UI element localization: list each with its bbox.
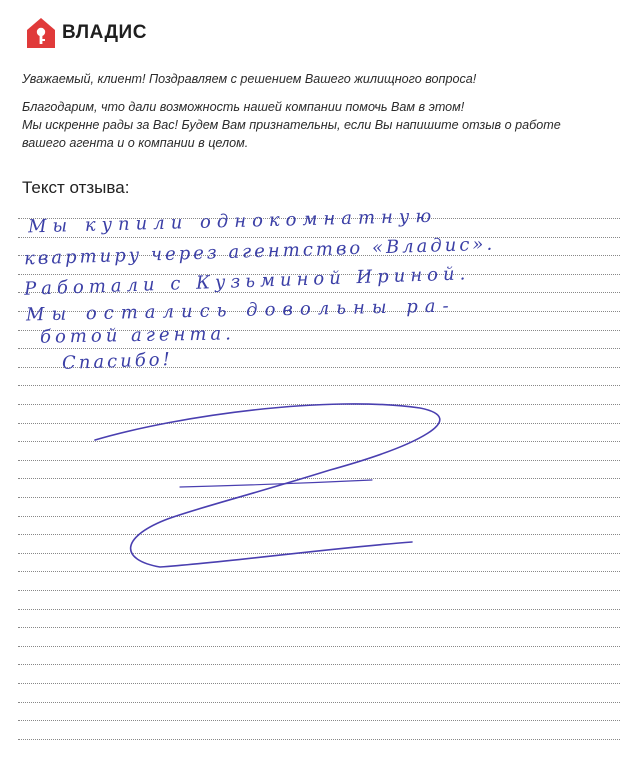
thanks-line-1: Благодарим, что дали возможность нашей компании помочь Вам в этом! bbox=[22, 100, 465, 114]
handwriting-line-3: Работали с Кузьминой Ириной. bbox=[23, 263, 471, 300]
handwriting-line-5: ботой агента. bbox=[39, 323, 236, 348]
handwriting-line-1: Мы купили однокомнатную bbox=[27, 205, 438, 238]
thanks-line-2: Мы искренне рады за Вас! Будем Вам признательны, если Вы напишите отзыв о работе bbox=[22, 118, 561, 132]
brand-name: ВЛАДИС bbox=[62, 22, 147, 43]
handwriting-line-2: квартиру через агентство «Владис». bbox=[23, 233, 496, 270]
handwriting-line-4: Мы остались довольны ра- bbox=[25, 295, 456, 326]
thanks-line-3: вашего агента и о компании в целом. bbox=[22, 136, 249, 150]
review-heading: Текст отзыва: bbox=[22, 178, 130, 197]
handwriting-line-6: Спасибо! bbox=[61, 349, 174, 374]
greeting-line: Уважаемый, клиент! Поздравляем с решением Вашего жилищного вопроса! bbox=[22, 72, 477, 86]
